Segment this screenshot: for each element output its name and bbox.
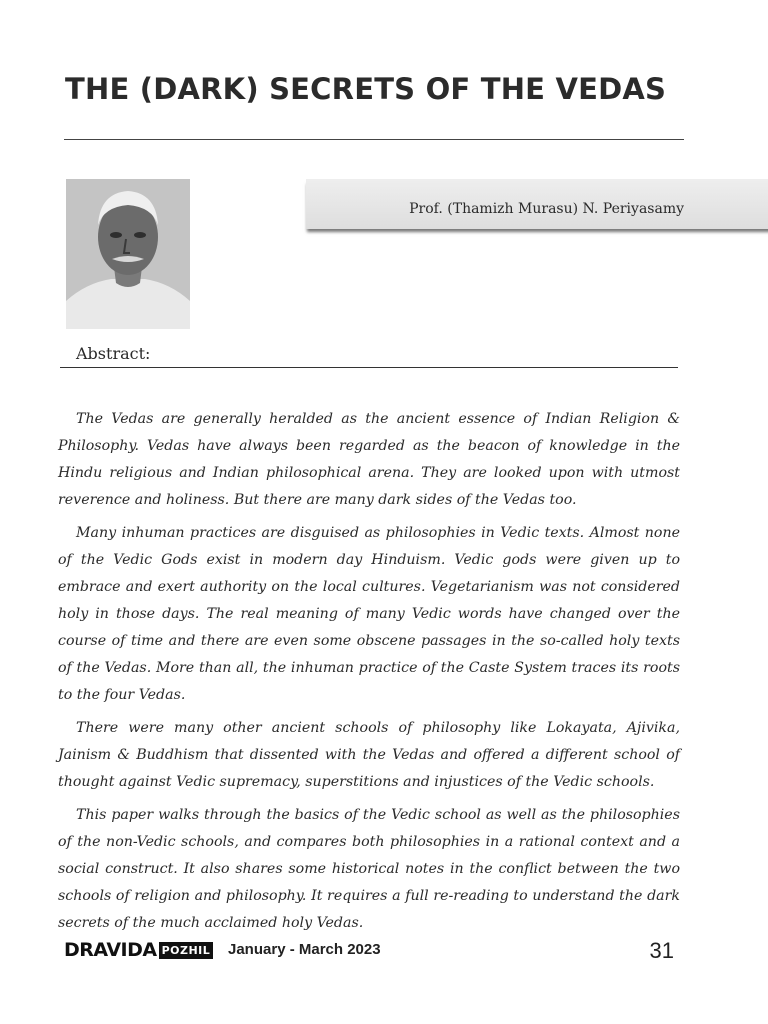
abstract-paragraph: There were many other ancient schools of philosophy like Lokayata, Ajivika, Jainism & Buddhism that dissented with the Vedas and offered a different school of thought against Vedic supremacy, superstitions and injustices of the Vedic schools. bbox=[58, 720, 680, 790]
publication-logo bbox=[64, 940, 213, 960]
logo-box-text: POZHIL bbox=[159, 942, 214, 959]
abstract-divider bbox=[60, 367, 678, 368]
author-name: Prof. (Thamizh Murasu) N. Periyasamy bbox=[409, 201, 684, 217]
article-title: THE (DARK) SECRETS OF THE VEDAS bbox=[65, 72, 667, 106]
author-photo bbox=[66, 179, 190, 329]
logo-text: DRAVIDA bbox=[64, 939, 157, 961]
abstract-body bbox=[58, 406, 680, 943]
author-portrait-icon bbox=[66, 179, 190, 329]
abstract-paragraph: Many inhuman practices are disguised as philosophies in Vedic texts. Almost none of the Vedic Gods exist in modern day Hinduism. Vedic gods were given up to embrace and exert authority on the local cultures. Vegetarianism was not considered holy in those days. The real meaning of many Vedic words have changed over the course of time and there are even some obscene passages in the so-called holy texts of the Vedas. More than all, the inhuman practice of the Caste System traces its roots to the four Vedas. bbox=[58, 525, 680, 703]
abstract-paragraph: The Vedas are generally heralded as the ancient essence of Indian Religion & Philosophy. Vedas have always been regarded as the beacon of knowledge in the Hindu religious and Indian philosophical arena. They are looked upon with utmost reverence and holiness. But there are many dark sides of the Vedas too. bbox=[58, 411, 680, 508]
abstract-heading: Abstract: bbox=[76, 344, 151, 363]
issue-date: January - March 2023 bbox=[228, 941, 381, 958]
page-number: 31 bbox=[649, 938, 674, 963]
author-band bbox=[306, 179, 768, 229]
abstract-paragraph: This paper walks through the basics of the Vedic school as well as the philosophies of the non-Vedic schools, and compares both philosophies in a rational context and a social construct. It also shares some historical notes in the conflict between the two schools of religion and philosophy. It requires a full re-reading to understand the dark secrets of the much acclaimed holy Vedas. bbox=[58, 807, 680, 931]
title-divider bbox=[64, 139, 684, 140]
